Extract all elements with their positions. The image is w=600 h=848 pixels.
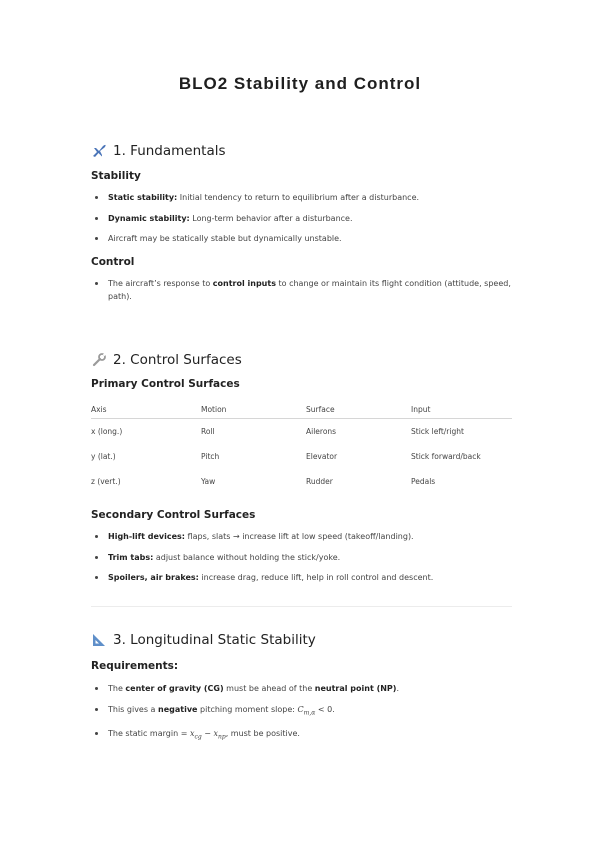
secondary-surfaces-heading: Secondary Control Surfaces bbox=[91, 509, 256, 521]
table-cell: Yaw bbox=[201, 477, 216, 486]
column-header: Input bbox=[411, 400, 512, 419]
table-cell: Elevator bbox=[306, 452, 338, 461]
list-item: Aircraft may be statically stable but dynamically unstable. bbox=[91, 232, 511, 245]
stability-heading: Stability bbox=[91, 170, 141, 182]
list-item: The static margin = $x_{cg} - x_{np}$, must be positive. bbox=[91, 727, 511, 744]
section-heading-fundamentals bbox=[91, 143, 226, 159]
table-cell: Stick left/right bbox=[411, 427, 464, 436]
column-header: Axis bbox=[91, 400, 201, 419]
list-item: High-lift devices: flaps, slats → increase lift at low speed (takeoff/landing). bbox=[91, 530, 511, 543]
table-cell: Stick forward/back bbox=[411, 452, 481, 461]
table-row bbox=[91, 469, 512, 494]
triangular-ruler-icon bbox=[91, 632, 107, 648]
table-cell: Roll bbox=[201, 427, 215, 436]
list-item: This gives a negative pitching moment slope: $C_{m,\alpha} < 0$. bbox=[91, 703, 511, 720]
table-cell: Ailerons bbox=[306, 427, 337, 436]
stability-list bbox=[91, 191, 511, 253]
requirements-list bbox=[91, 682, 511, 751]
table-row bbox=[91, 444, 512, 469]
section-heading-longitudinal-stability bbox=[91, 632, 316, 648]
math-symbol: C bbox=[297, 704, 304, 714]
section-heading-text: 3. Longitudinal Static Stability bbox=[113, 632, 316, 648]
list-item: Trim tabs: adjust balance without holding the stick/yoke. bbox=[91, 551, 511, 564]
control-list bbox=[91, 277, 511, 311]
table-cell: Pitch bbox=[201, 452, 220, 461]
column-header: Motion bbox=[201, 400, 306, 419]
table-cell: Pedals bbox=[411, 477, 436, 486]
table-cell: x (long.) bbox=[91, 427, 123, 436]
table-cell: Rudder bbox=[306, 477, 333, 486]
list-item: Spoilers, air brakes: increase drag, reduce lift, help in roll control and descent. bbox=[91, 571, 511, 584]
requirements-heading: Requirements: bbox=[91, 660, 179, 672]
column-header: Surface bbox=[306, 400, 411, 419]
section-heading-control-surfaces bbox=[91, 352, 242, 368]
secondary-surfaces-list bbox=[91, 530, 511, 592]
table-cell: y (lat.) bbox=[91, 452, 116, 461]
airplane-icon bbox=[91, 143, 107, 159]
list-item: Dynamic stability: Long-term behavior after a disturbance. bbox=[91, 212, 511, 225]
list-item: Static stability: Initial tendency to return to equilibrium after a disturbance. bbox=[91, 191, 511, 204]
primary-controls-table bbox=[91, 400, 512, 494]
table-row bbox=[91, 419, 512, 445]
list-item: The aircraft’s response to control inputs to change or maintain its flight condition (attitude, speed, path). bbox=[91, 277, 511, 303]
section-heading-text: 1. Fundamentals bbox=[113, 143, 226, 159]
page-title: BLO2 Stability and Control bbox=[178, 74, 422, 93]
list-item: The center of gravity (CG) must be ahead of the neutral point (NP). bbox=[91, 682, 511, 695]
control-heading: Control bbox=[91, 256, 135, 268]
section-heading-text: 2. Control Surfaces bbox=[113, 352, 242, 368]
section-divider bbox=[91, 606, 512, 607]
table-header-row bbox=[91, 400, 512, 419]
primary-surfaces-heading: Primary Control Surfaces bbox=[91, 378, 240, 390]
table-cell: z (vert.) bbox=[91, 477, 121, 486]
wrench-icon bbox=[91, 352, 107, 368]
